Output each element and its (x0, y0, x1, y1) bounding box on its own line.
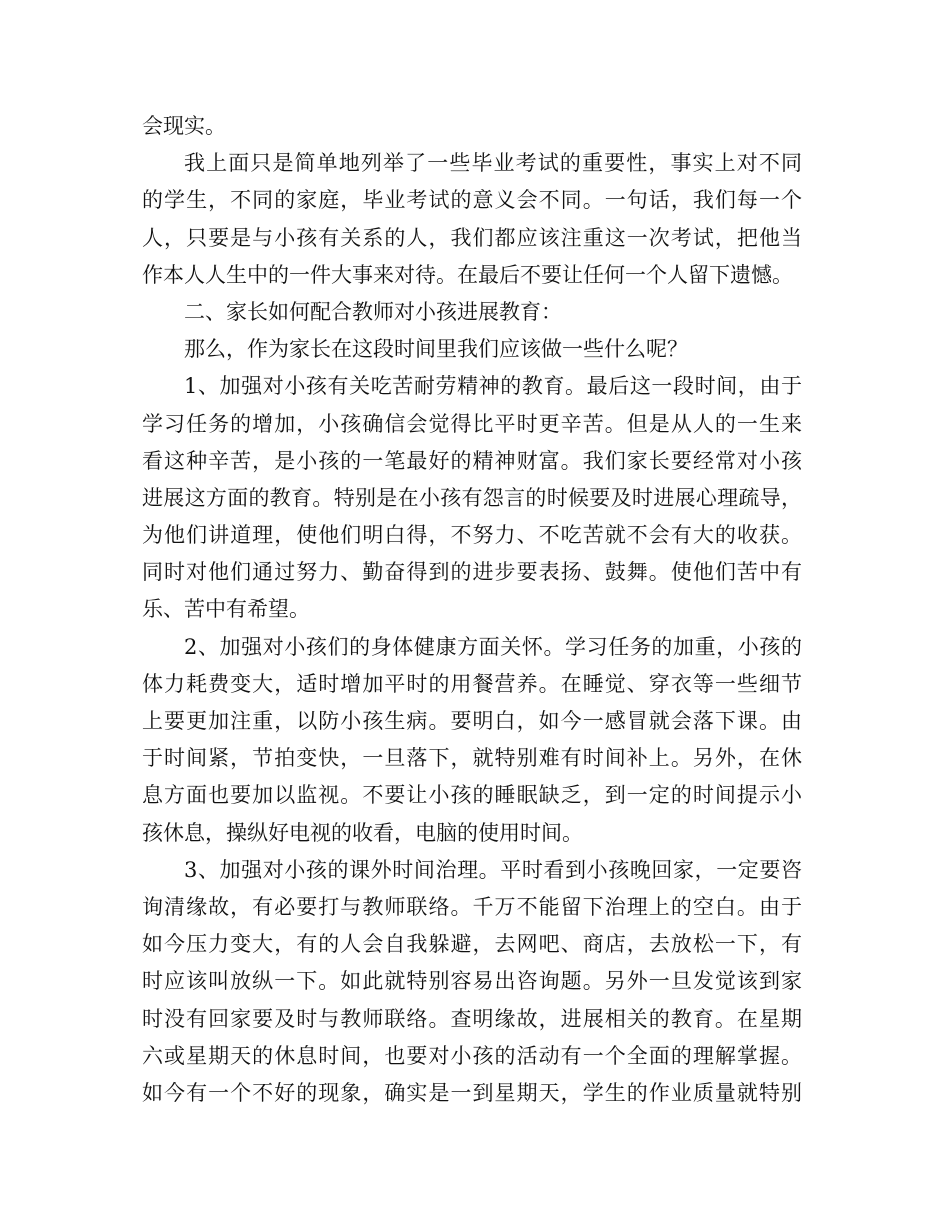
text-line: 时应该叫放纵一下。如此就特别容易出咨询题。另外一旦发觉该到家 (142, 969, 802, 994)
text-line: 学习任务的增加，小孩确信会觉得比平时更辛苦。但是从人的一生来 (142, 411, 802, 436)
text-line: 人，只要是与小孩有关系的人，我们都应该注重这一次考试，把他当 (142, 225, 802, 250)
text-line: 六或星期天的休息时间，也要对小孩的活动有一个全面的理解掌握。 (142, 1043, 802, 1068)
text-line: 3、加强对小孩的课外时间治理。平时看到小孩晚回家，一定要咨 (184, 857, 802, 882)
text-line: 作本人人生中的一件大事来对待。在最后不要让任何一个人留下遗憾。 (142, 262, 793, 287)
text-line: 乐、苦中有希望。 (142, 597, 310, 622)
text-line: 的学生，不同的家庭，毕业考试的意义会不同。一句话，我们每一个 (142, 188, 802, 213)
text-line: 为他们讲道理，使他们明白得，不努力、不吃苦就不会有大的收获。 (142, 523, 802, 548)
text-line: 如今有一个不好的现象，确实是一到星期天，学生的作业质量就特别 (142, 1080, 802, 1105)
text-line: 于时间紧，节拍变快，一旦落下，就特别难有时间补上。另外，在休 (142, 746, 802, 771)
text-line: 时没有回家要及时与教师联络。查明缘故，进展相关的教育。在星期 (142, 1006, 802, 1031)
text-line: 上要更加注重，以防小孩生病。要明白，如今一感冒就会落下课。由 (142, 709, 802, 733)
text-line: 如今压力变大，有的人会自我躲避，去网吧、商店，去放松一下，有 (142, 932, 802, 957)
body-text (142, 108, 802, 1112)
text-line: 进展这方面的教育。特别是在小孩有怨言的时候要及时进展心理疏导， (142, 485, 802, 510)
text-line: 看这种辛苦，是小孩的一笔最好的精神财富。我们家长要经常对小孩 (142, 448, 802, 473)
text-line: 二、家长如何配合教师对小孩进展教育： (184, 299, 562, 324)
text-line: 1、加强对小孩有关吃苦耐劳精神的教育。最后这一段时间，由于 (184, 374, 802, 399)
text-line: 2、加强对小孩们的身体健康方面关怀。学习任务的加重，小孩的 (184, 634, 802, 659)
text-line: 询清缘故，有必要打与教师联络。千万不能留下治理上的空白。由于 (142, 894, 802, 919)
text-line: 体力耗费变大，适时增加平时的用餐营养。在睡觉、穿衣等一些细节 (142, 671, 802, 696)
text-line: 我上面只是简单地列举了一些毕业考试的重要性，事实上对不同 (184, 151, 802, 176)
text-line: 会现实。 (142, 114, 226, 138)
text-line: 那么，作为家长在这段时间里我们应该做一些什么呢？ (184, 337, 688, 362)
text-line: 孩休息，操纵好电视的收看，电脑的使用时间。 (142, 820, 583, 845)
text-line: 同时对他们通过努力、勤奋得到的进步要表扬、鼓舞。使他们苦中有 (142, 560, 802, 585)
text-line: 息方面也要加以监视。不要让小孩的睡眠缺乏，到一定的时间提示小 (142, 783, 802, 808)
